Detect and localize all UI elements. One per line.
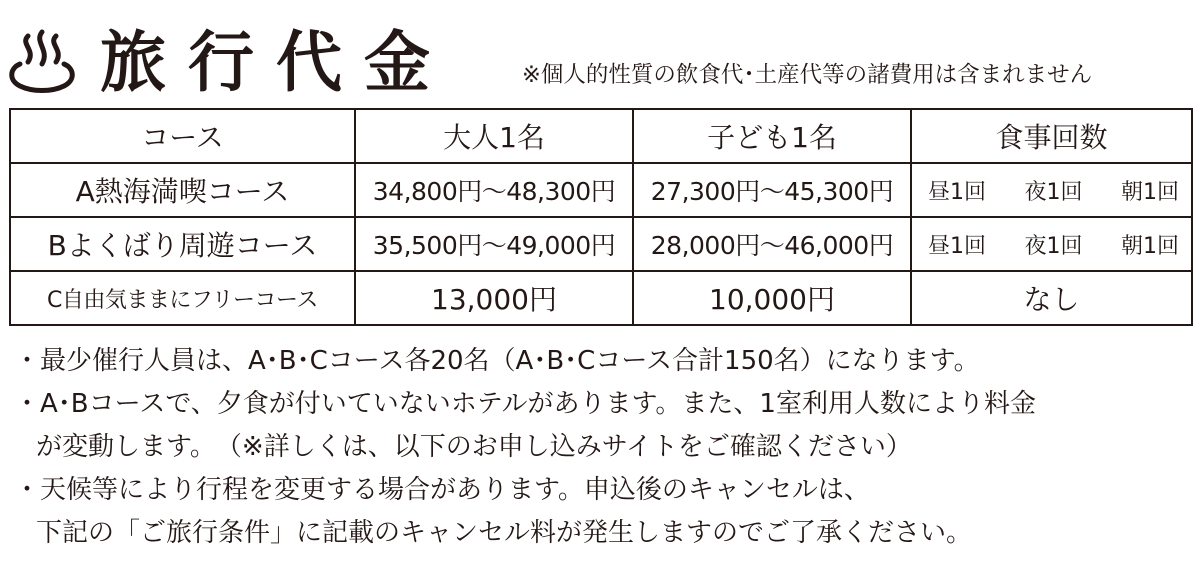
course-name: Bよくばり周遊コース [10, 217, 355, 271]
meal-lunch: 昼1回 [928, 233, 986, 259]
note-item: ・A･Bコースで、夕食が付いていないホテルがあります。また、1室利用人数により料金 [14, 389, 1036, 419]
header-child: 子ども1名 [633, 109, 911, 163]
child-price: 10,000円 [633, 271, 911, 325]
header [0, 0, 1200, 108]
meal-breakfast: 朝1回 [1121, 233, 1179, 259]
table-row [10, 163, 1192, 217]
child-price: 27,300円～45,300円 [633, 163, 911, 217]
meal-count [911, 163, 1192, 217]
meal-count [911, 217, 1192, 271]
price-table [9, 108, 1193, 326]
table-row [10, 217, 1192, 271]
hot-spring-icon [6, 28, 78, 98]
table-header-row [10, 109, 1192, 163]
course-name: C自由気ままにフリーコース [10, 271, 355, 325]
note-item: ・最少催行人員は、A･B･Cコース各20名（A･B･Cコース合計150名）になります。 [14, 346, 980, 376]
course-name: A熱海満喫コース [10, 163, 355, 217]
notes-list [14, 340, 1194, 555]
adult-price: 34,800円～48,300円 [355, 163, 633, 217]
meal-count: なし [911, 271, 1192, 325]
table-row [10, 271, 1192, 325]
adult-price: 13,000円 [355, 271, 633, 325]
header-note: ※個人的性質の飲食代･土産代等の諸費用は含まれません [522, 62, 1093, 88]
meal-breakfast: 朝1回 [1121, 179, 1179, 205]
header-meals: 食事回数 [911, 109, 1192, 163]
adult-price: 35,500円～49,000円 [355, 217, 633, 271]
page-title: 旅行代金 [100, 23, 452, 101]
header-course: コース [10, 109, 355, 163]
meal-dinner: 夜1回 [1024, 179, 1083, 205]
note-item-continuation: が変動します。 （※詳しくは、以下のお申し込みサイトをご確認ください） [36, 432, 912, 462]
meal-dinner: 夜1回 [1024, 233, 1083, 259]
note-item-continuation: 下記の「ご旅行条件」に記載のキャンセル料が発生しますのでご了承ください。 [36, 518, 973, 548]
header-adult: 大人1名 [355, 109, 633, 163]
meal-lunch: 昼1回 [928, 179, 986, 205]
child-price: 28,000円～46,000円 [633, 217, 911, 271]
note-item: ・天候等により行程を変更する場合があります。申込後のキャンセルは、 [14, 475, 870, 505]
